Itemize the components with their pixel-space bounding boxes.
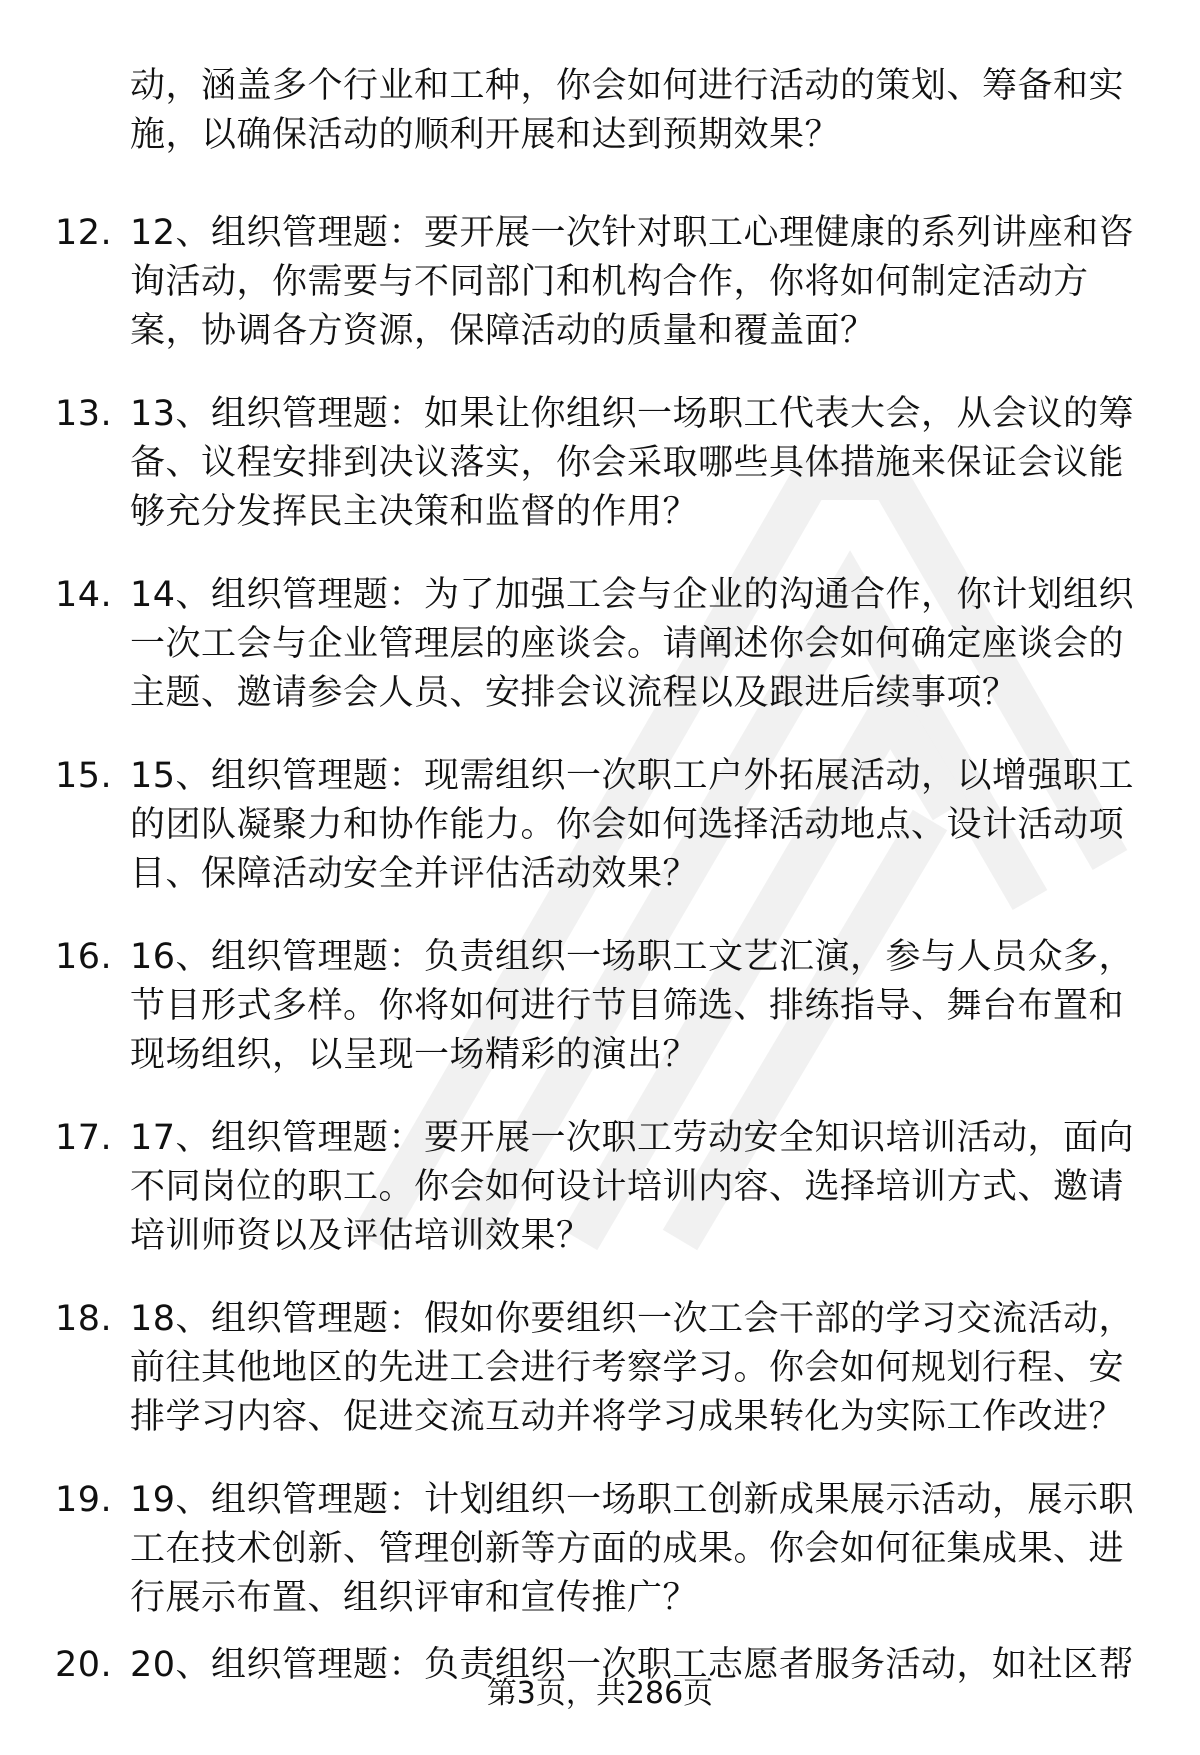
list-number: 19.	[55, 1480, 113, 1520]
question-text: 17、组织管理题：要开展一次职工劳动安全知识培训活动，面向不同岗位的职工。你会如何设计培训内容、选择培训方式、邀请培训师资以及评估培训效果？	[130, 1118, 1135, 1256]
question-text: 19、组织管理题：计划组织一场职工创新成果展示活动，展示职工在技术创新、管理创新等方面的成果。你会如何征集成果、进行展示布置、组织评审和宣传推广？	[130, 1480, 1135, 1618]
question-text: 13、组织管理题：如果让你组织一场职工代表大会，从会议的筹备、议程安排到决议落实，你会采取哪些具体措施来保证会议能够充分发挥民主决策和监督的作用？	[130, 394, 1135, 532]
list-number: 17.	[55, 1118, 113, 1158]
question-text: 20、组织管理题：负责组织一次职工志愿者服务活动，如社区帮	[130, 1645, 1135, 1685]
page-number-footer: 第3页，共286页	[486, 1676, 714, 1711]
list-number: 20.	[55, 1645, 113, 1685]
question-text: 14、组织管理题：为了加强工会与企业的沟通合作，你计划组织一次工会与企业管理层的座谈会。请阐述你会如何确定座谈会的主题、邀请参会人员、安排会议流程以及跟进后续事项？	[130, 575, 1135, 713]
list-number: 15.	[55, 756, 113, 796]
list-number: 16.	[55, 937, 113, 977]
list-number: 14.	[55, 575, 113, 615]
list-number: 13.	[55, 394, 113, 434]
continued-question-text: 动，涵盖多个行业和工种，你会如何进行活动的策划、筹备和实施，以确保活动的顺利开展和达到预期效果？	[130, 66, 1125, 155]
question-text: 12、组织管理题：要开展一次针对职工心理健康的系列讲座和咨询活动，你需要与不同部门和机构合作，你将如何制定活动方案，协调各方资源，保障活动的质量和覆盖面？	[130, 213, 1135, 351]
question-text: 15、组织管理题：现需组织一次职工户外拓展活动，以增强职工的团队凝聚力和协作能力。你会如何选择活动地点、设计活动项目、保障活动安全并评估活动效果？	[130, 756, 1135, 894]
question-text: 18、组织管理题：假如你要组织一次工会干部的学习交流活动，前往其他地区的先进工会进行考察学习。你会如何规划行程、安排学习内容、促进交流互动并将学习成果转化为实际工作改进？	[130, 1299, 1135, 1437]
list-number: 18.	[55, 1299, 113, 1339]
list-number: 12.	[55, 213, 113, 253]
question-text: 16、组织管理题：负责组织一场职工文艺汇演，参与人员众多，节目形式多样。你将如何进行节目筛选、排练指导、舞台布置和现场组织，以呈现一场精彩的演出？	[130, 937, 1135, 1075]
